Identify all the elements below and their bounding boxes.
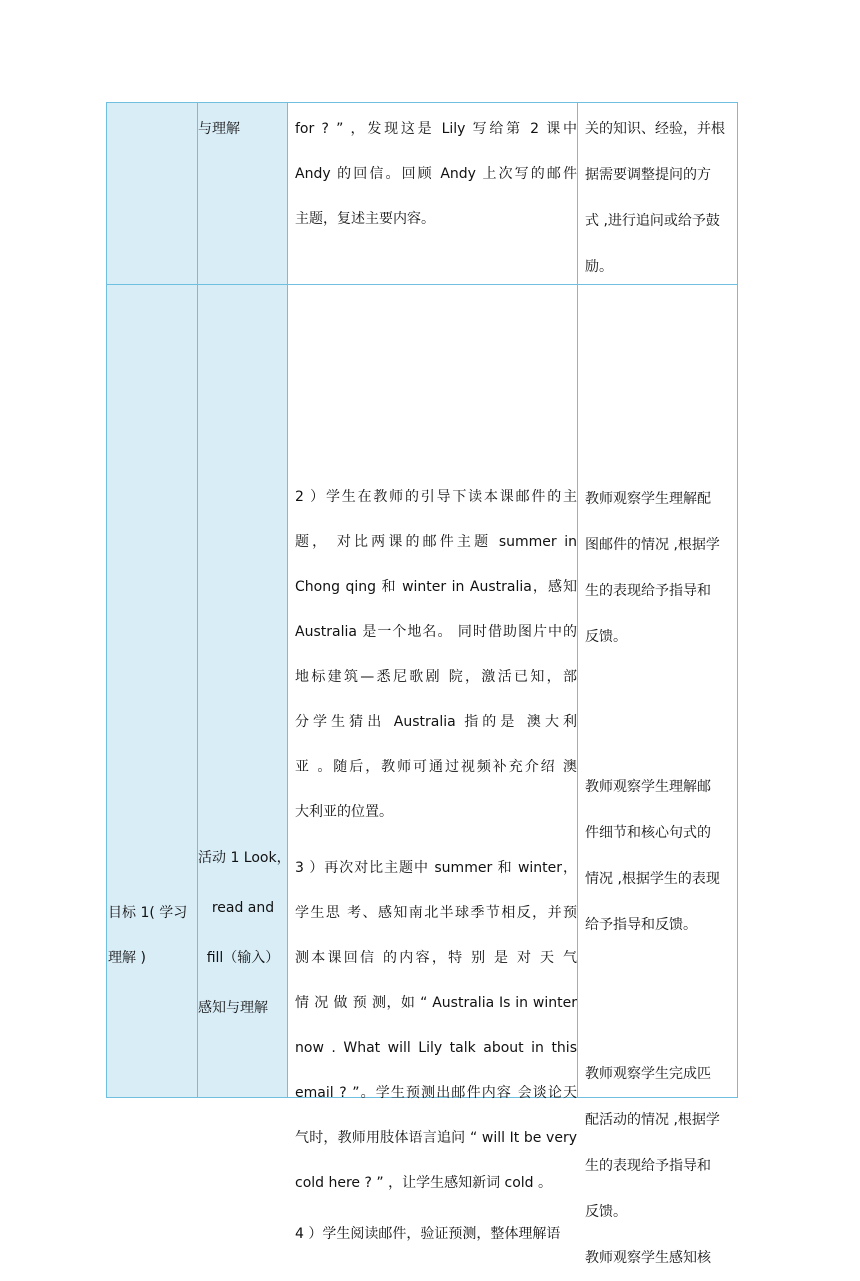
lesson-plan-table <box>106 102 738 1266</box>
activity-text: 与理解 <box>198 121 240 137</box>
process-paragraph-3: 3 ）再次对比主题中 summer 和 winter， 学生思 考、感知南北半球季节相反，并预 测本课回信 的内容，特 别 是 对 天 气 情 况 做 预 测，如 “ Australia Is in winter now . What will Lily talk about in this email ? ”。学生预测出邮件内容 会谈论天 气时，教师用肢体语言追问 “ will It be very cold here ? ” ，让学生感知新词 cold 。 <box>295 860 577 1191</box>
assessment-cell <box>578 285 738 1266</box>
activity-cell <box>198 285 291 1098</box>
process-cell <box>288 103 578 285</box>
process-paragraph-2: 2 ）学生在教师的引导下读本课邮件的主 题， 对比两课的邮件主题 summer in Chong qing 和 winter in Australia，感知 Australia 是一个地名。 同时借助图片中的 地标建筑—悉尼歌剧 院，激活已知，部 分学生猜出 Australia 指的是 澳大利 亚 。随后，教师可通过视频补充介绍 澳 大利亚的位置。 <box>295 489 577 820</box>
assessment-text: 关的知识、经验，并根 据需要调整提问的方 式 ,进行追问或给予鼓 励。 <box>585 121 725 275</box>
activity-text: 活动 1 Look， read and fill（输入） 感知与理解 <box>198 850 291 1016</box>
goal-cell <box>107 103 198 285</box>
process-paragraph-4: 4 ）学生阅读邮件，验证预测，整体理解语 <box>295 1226 561 1242</box>
assessment-block-2: 教师观察学生理解邮 件细节和核心句式的 情况 ,根据学生的表现 给予指导和反馈。 <box>585 779 720 933</box>
goal-text: 目标 1( 学习 理解 ) <box>108 905 188 966</box>
table-row <box>107 103 738 285</box>
assessment-block-3: 教师观察学生完成匹 配活动的情况 ,根据学 生的表现给予指导和 反馈。 教师观察学生感知核 <box>585 1066 720 1266</box>
goal-cell <box>107 285 198 1098</box>
assessment-cell <box>578 103 738 285</box>
process-cell <box>288 285 578 1242</box>
activity-cell <box>198 103 288 285</box>
process-text: for ? ” ，发现这是 Lily 写给第 2 课中 Andy 的回信。回顾 Andy 上次写的邮件 主题，复述主要内容。 <box>295 121 577 227</box>
assessment-block-1: 教师观察学生理解配 图邮件的情况 ,根据学 生的表现给予指导和 反馈。 <box>585 491 720 645</box>
table-row <box>107 285 738 1098</box>
